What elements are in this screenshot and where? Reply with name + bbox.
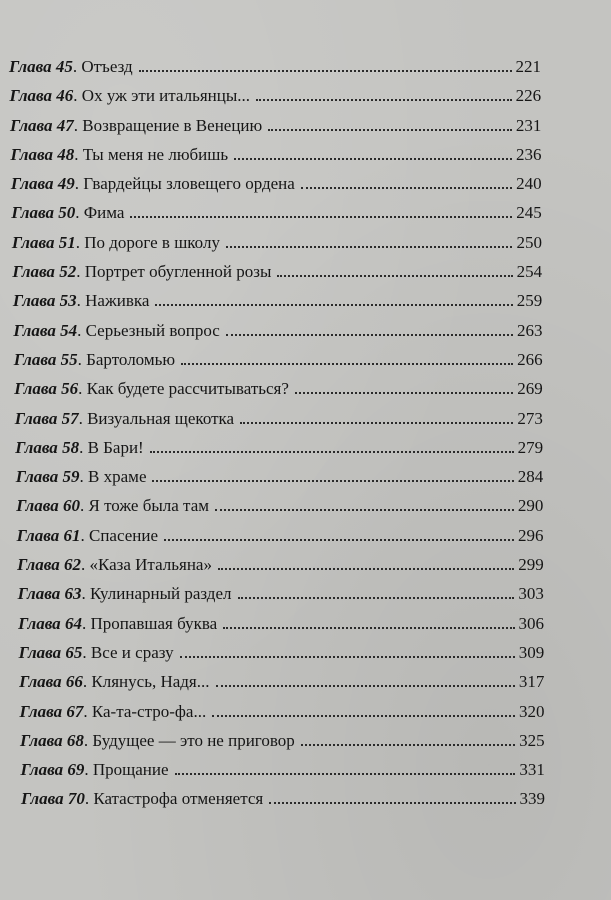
chapter-word: Глава: [18, 613, 61, 633]
chapter-title: Ка-та-стро-фа...: [91, 701, 207, 721]
chapter-number: 46: [56, 86, 74, 106]
chapter-word: Глава: [10, 144, 54, 164]
chapter-title: Клянусь, Надя...: [91, 672, 210, 692]
chapter-number: 69: [67, 760, 85, 780]
chapter-word: Глава: [13, 349, 57, 369]
toc-entry-label: Глава 48. Ты меня не любишь: [10, 144, 229, 164]
toc-entry-label: Глава 62. «Каза Итальяна»: [17, 555, 212, 575]
chapter-number: 50: [58, 203, 76, 223]
dot-leader: [268, 129, 512, 131]
page-number: 306: [518, 613, 545, 633]
toc-entry-label: Глава 50. Фима: [11, 203, 125, 223]
page-number: 231: [515, 115, 542, 135]
chapter-title: Будущее — это не приговор: [92, 730, 295, 750]
page-number: 259: [516, 291, 543, 311]
chapter-number: 65: [65, 642, 83, 662]
chapter-title: Визуальная щекотка: [87, 408, 235, 428]
toc-entry: [0, 784, 545, 813]
dot-leader: [150, 451, 514, 453]
chapter-title: В храме: [88, 467, 147, 487]
chapter-word: Глава: [21, 789, 64, 809]
chapter-title: Как будете рассчитываться?: [86, 379, 289, 399]
toc-entry: [0, 140, 541, 169]
toc-entry: [0, 609, 544, 638]
chapter-word: Глава: [12, 262, 55, 282]
toc-entry-label: Глава 49. Гвардейцы зловещего ордена: [10, 174, 295, 194]
page-number: 254: [516, 262, 543, 282]
toc-entry: [0, 286, 542, 315]
toc-entry: [0, 726, 545, 755]
page-number: 245: [516, 203, 542, 223]
toc-entry-label: Глава 55. Бартоломью: [13, 349, 176, 369]
chapter-word: Глава: [17, 555, 60, 575]
chapter-word: Глава: [10, 174, 54, 194]
chapter-title: Наживка: [85, 291, 150, 311]
dot-leader: [152, 480, 513, 482]
dot-leader: [216, 685, 515, 687]
toc-entry: [0, 462, 543, 491]
dot-leader: [295, 392, 513, 394]
page-number: 296: [518, 525, 544, 545]
page-number: 269: [517, 379, 543, 399]
chapter-word: Глава: [18, 642, 62, 662]
toc-entry: [0, 579, 544, 608]
chapter-number: 52: [59, 262, 77, 282]
dot-leader: [164, 539, 514, 541]
dot-leader: [180, 656, 515, 658]
chapter-number: 59: [62, 467, 80, 487]
dot-leader: [301, 187, 512, 189]
toc-entry-label: Глава 47. Возвращение в Венецию: [9, 115, 263, 135]
toc-entry-label: Глава 67. Ка-та-стро-фа...: [19, 701, 207, 721]
chapter-number: 45: [55, 57, 73, 76]
chapter-number: 57: [61, 408, 79, 428]
page-number: 290: [517, 496, 544, 516]
chapter-title: Отъезд: [81, 57, 133, 76]
chapter-word: Глава: [9, 86, 53, 106]
page-number: 331: [519, 760, 545, 780]
chapter-number: 68: [66, 730, 84, 750]
dot-leader: [139, 70, 512, 72]
chapter-number: 58: [62, 437, 80, 457]
toc-entry: [0, 433, 543, 462]
toc-entry-label: Глава 65. Все и сразу: [18, 642, 174, 662]
page-number: 320: [519, 701, 545, 721]
dot-leader: [175, 773, 516, 775]
chapter-word: Глава: [17, 584, 61, 604]
toc-entry: [0, 169, 542, 198]
toc-entry: [0, 374, 543, 403]
page-number: 236: [515, 144, 542, 164]
chapter-title: Прощание: [92, 760, 169, 780]
dot-leader: [218, 568, 514, 570]
toc-entry-label: Глава 70. Катастрофа отменяется: [21, 789, 264, 809]
table-of-contents: [0, 52, 611, 814]
chapter-word: Глава: [16, 496, 59, 516]
toc-entry-label: Глава 56. Как будете рассчитываться?: [14, 379, 289, 399]
chapter-number: 56: [61, 379, 79, 399]
chapter-word: Глава: [15, 467, 59, 487]
toc-entry: [0, 404, 543, 433]
page-number: 303: [518, 584, 544, 604]
chapter-number: 53: [59, 291, 77, 311]
page-number: 250: [516, 232, 542, 252]
chapter-word: Глава: [15, 437, 58, 457]
chapter-title: Пропавшая буква: [90, 613, 218, 633]
chapter-word: Глава: [12, 291, 56, 311]
chapter-word: Глава: [14, 408, 58, 428]
chapter-number: 66: [65, 672, 83, 692]
toc-entry: [0, 111, 541, 140]
chapter-title: По дороге в школу: [84, 232, 220, 252]
page-number: 284: [517, 467, 544, 487]
toc-entry: [0, 345, 543, 374]
chapter-number: 61: [63, 525, 81, 545]
page-number: 263: [516, 320, 543, 340]
chapter-title: Ты меня не любишь: [82, 144, 229, 164]
dot-leader: [155, 304, 512, 306]
chapter-title: Все и сразу: [90, 642, 174, 662]
toc-entry: [0, 638, 544, 667]
chapter-number: 47: [56, 115, 74, 135]
chapter-number: 64: [64, 613, 82, 633]
chapter-number: 67: [66, 701, 84, 721]
toc-entry: [0, 52, 541, 81]
chapter-number: 51: [58, 232, 76, 252]
toc-entry-label: Глава 66. Клянусь, Надя...: [19, 672, 210, 692]
toc-entry-label: Глава 46. Ох уж эти итальянцы...: [9, 86, 251, 106]
chapter-number: 60: [63, 496, 81, 516]
dot-leader: [223, 627, 514, 629]
dot-leader: [269, 802, 515, 804]
toc-entry-label: Глава 54. Серьезный вопрос: [13, 320, 220, 340]
chapter-title: Катастрофа отменяется: [93, 789, 264, 809]
page-number: 226: [515, 86, 542, 106]
toc-entry: [0, 667, 544, 696]
dot-leader: [226, 246, 513, 248]
toc-entry-label: Глава 53. Наживка: [12, 291, 150, 311]
page-number: 221: [515, 57, 541, 76]
dot-leader: [238, 597, 515, 599]
chapter-title: Возвращение в Венецию: [82, 115, 263, 135]
page-number: 279: [517, 437, 544, 457]
toc-entry-label: Глава 63. Кулинарный раздел: [17, 584, 232, 604]
toc-entry-label: Глава 61. Спасение: [16, 525, 159, 545]
dot-leader: [277, 275, 512, 277]
dot-leader: [215, 509, 514, 511]
page-number: 309: [518, 642, 545, 662]
dot-leader: [226, 334, 513, 336]
dot-leader: [212, 715, 515, 717]
chapter-word: Глава: [16, 525, 60, 545]
chapter-number: 62: [63, 555, 81, 575]
chapter-number: 63: [64, 584, 82, 604]
page-number: 266: [517, 349, 543, 369]
toc-entry-label: Глава 69. Прощание: [20, 760, 169, 780]
chapter-title: Фима: [83, 203, 125, 223]
dot-leader: [181, 363, 513, 365]
chapter-title: Я тоже была там: [88, 496, 209, 516]
dot-leader: [240, 422, 513, 424]
toc-entry-label: Глава 68. Будущее — это не приговор: [20, 730, 295, 750]
chapter-title: Бартоломью: [86, 349, 176, 369]
chapter-title: Ох уж эти итальянцы...: [81, 86, 251, 106]
toc-entry: [0, 198, 542, 227]
page-number: 339: [519, 789, 545, 809]
chapter-number: 55: [60, 349, 78, 369]
dot-leader: [301, 744, 515, 746]
toc-entry-label: Глава 59. В храме: [15, 467, 147, 487]
chapter-word: Глава: [9, 115, 53, 135]
chapter-number: 49: [57, 174, 75, 194]
toc-entry-label: Глава 57. Визуальная щекотка: [14, 408, 235, 428]
toc-entry: [0, 550, 544, 579]
dot-leader: [130, 216, 512, 218]
chapter-title: Серьезный вопрос: [85, 320, 220, 340]
toc-entry-label: Глава 64. Пропавшая буква: [18, 613, 218, 633]
chapter-title: Гвардейцы зловещего ордена: [83, 174, 295, 194]
chapter-title: В Бари!: [87, 437, 144, 457]
toc-entry-label: Глава 45. Отъезд: [9, 57, 133, 76]
chapter-word: Глава: [20, 760, 64, 780]
chapter-word: Глава: [11, 232, 55, 252]
chapter-title: «Каза Итальяна»: [89, 555, 212, 575]
chapter-word: Глава: [14, 379, 57, 399]
toc-entry: [0, 316, 542, 345]
toc-entry-label: Глава 58. В Бари!: [15, 437, 144, 457]
toc-entry: [0, 257, 542, 286]
page-number: 299: [518, 555, 544, 575]
toc-entry: [0, 521, 544, 550]
toc-entry: [0, 228, 542, 257]
page-number: 273: [517, 408, 543, 428]
toc-entry: [0, 81, 541, 110]
page-number: 240: [516, 174, 542, 194]
dot-leader: [256, 99, 512, 101]
toc-entry: [0, 697, 545, 726]
chapter-number: 54: [60, 320, 78, 340]
chapter-word: Глава: [20, 730, 63, 750]
chapter-title: Спасение: [89, 525, 159, 545]
toc-entry-label: Глава 52. Портрет обугленной розы: [12, 262, 272, 282]
page-number: 325: [519, 730, 545, 750]
chapter-number: 70: [67, 789, 85, 809]
chapter-title: Портрет обугленной розы: [84, 262, 272, 282]
chapter-number: 48: [57, 144, 75, 164]
toc-entry: [0, 491, 543, 520]
toc-entry-label: Глава 60. Я тоже была там: [16, 496, 209, 516]
chapter-word: Глава: [19, 701, 63, 721]
chapter-word: Глава: [11, 203, 54, 223]
chapter-title: Кулинарный раздел: [89, 584, 232, 604]
chapter-word: Глава: [9, 57, 52, 76]
chapter-word: Глава: [13, 320, 56, 340]
dot-leader: [234, 158, 512, 160]
chapter-word: Глава: [19, 672, 62, 692]
toc-entry-label: Глава 51. По дороге в школу: [11, 232, 220, 252]
page-number: 317: [518, 672, 545, 692]
toc-entry: [0, 755, 545, 784]
